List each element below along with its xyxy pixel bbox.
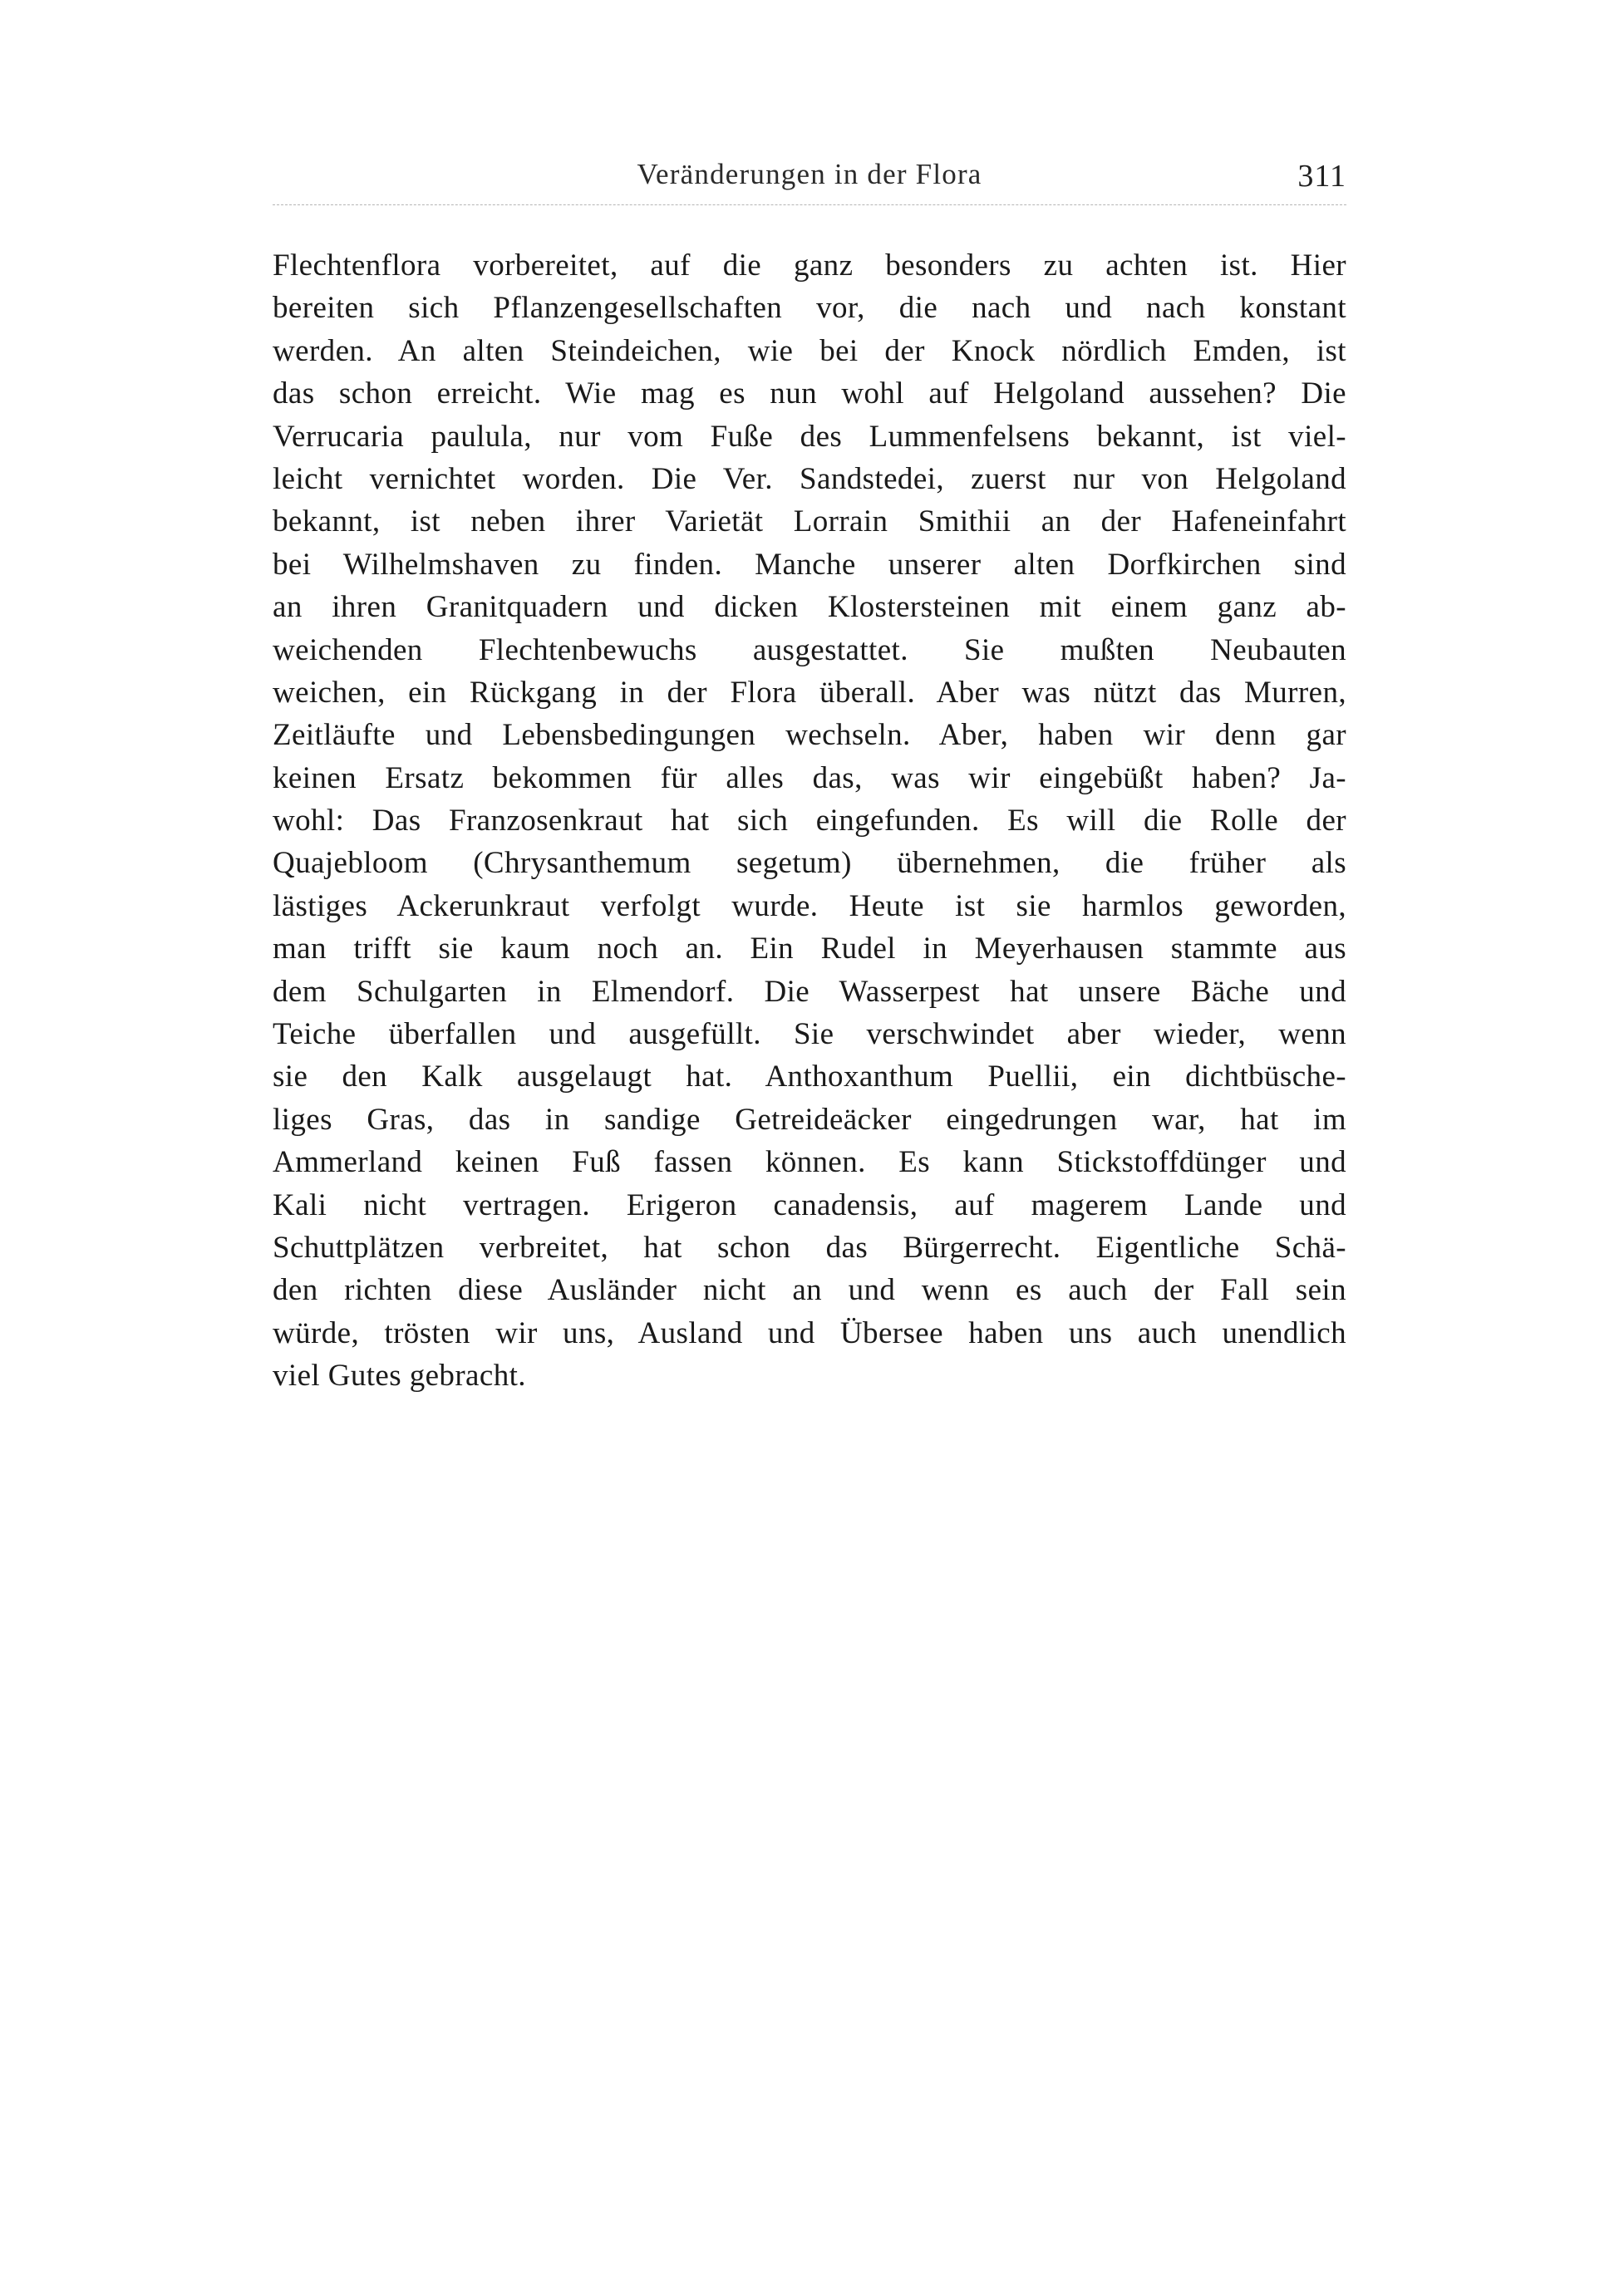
text-line: Quajebloom (Chrysanthemum segetum) übernehmen, die früher als	[273, 846, 1346, 881]
text-line: wohl: Das Franzosenkraut hat sich eingefunden. Es will die Rolle der	[273, 804, 1346, 838]
text-line: sie den Kalk ausgelaugt hat. Anthoxanthum Puellii, ein dichtbüsche-	[273, 1060, 1346, 1094]
text-line: Verrucaria paulula, nur vom Fuße des Lummenfelsens bekannt, ist viel-	[273, 419, 1346, 454]
text-line: Flechtenflora vorbereitet, auf die ganz besonders zu achten ist. Hier	[273, 248, 1346, 283]
text-line: lästiges Ackerunkraut verfolgt wurde. Heute ist sie harmlos geworden,	[273, 888, 1346, 923]
text-line: weichen, ein Rückgang in der Flora überall. Aber was nützt das Murren,	[273, 675, 1346, 710]
text-line: würde, trösten wir uns, Ausland und Übersee haben uns auch unendlich	[273, 1315, 1346, 1350]
text-line: dem Schulgarten in Elmendorf. Die Wasserpest hat unsere Bäche und	[273, 974, 1346, 1009]
text-line: Kali nicht vertragen. Erigeron canadensis, auf magerem Lande und	[273, 1187, 1346, 1222]
text-line: Schuttplätzen verbreitet, hat schon das Bürgerrecht. Eigentliche Schä-	[273, 1230, 1346, 1265]
page-number: 311	[1297, 159, 1346, 194]
header-rule	[273, 204, 1346, 205]
text-line: man trifft sie kaum noch an. Ein Rudel in Meyerhausen stammte aus	[273, 932, 1346, 966]
text-line: Ammerland keinen Fuß fassen können. Es kann Stickstoffdünger und	[273, 1145, 1346, 1180]
page-header	[273, 158, 1346, 208]
text-line: an ihren Granitquadern und dicken Klostersteinen mit einem ganz ab-	[273, 590, 1346, 625]
text-line: liges Gras, das in sandige Getreideäcker eingedrungen war, hat im	[273, 1102, 1346, 1137]
text-line: viel Gutes gebracht.	[273, 1359, 526, 1394]
text-line: bei Wilhelmshaven zu finden. Manche unserer alten Dorfkirchen sind	[273, 547, 1346, 582]
text-line: bereiten sich Pflanzengesellschaften vor, die nach und nach konstant	[273, 291, 1346, 326]
body-paragraph	[273, 244, 1346, 1398]
text-line: den richten diese Ausländer nicht an und wenn es auch der Fall sein	[273, 1273, 1346, 1308]
text-line: keinen Ersatz bekommen für alles das, was wir eingebüßt haben? Ja-	[273, 760, 1346, 795]
text-line: weichenden Flechtenbewuchs ausgestattet. Sie mußten Neubauten	[273, 632, 1346, 667]
text-line: leicht vernichtet worden. Die Ver. Sandstedei, zuerst nur von Helgoland	[273, 461, 1346, 496]
text-line: Teiche überfallen und ausgefüllt. Sie verschwindet aber wieder, wenn	[273, 1017, 1346, 1052]
text-line: bekannt, ist neben ihrer Varietät Lorrain Smithii an der Hafeneinfahrt	[273, 504, 1346, 539]
text-line: werden. An alten Steindeichen, wie bei der Knock nördlich Emden, ist	[273, 333, 1346, 368]
text-line: das schon erreicht. Wie mag es nun wohl auf Helgoland aussehen? Die	[273, 376, 1346, 411]
text-line: Zeitläufte und Lebensbedingungen wechseln. Aber, haben wir denn gar	[273, 718, 1346, 753]
running-title: Veränderungen in der Flora	[637, 158, 982, 190]
